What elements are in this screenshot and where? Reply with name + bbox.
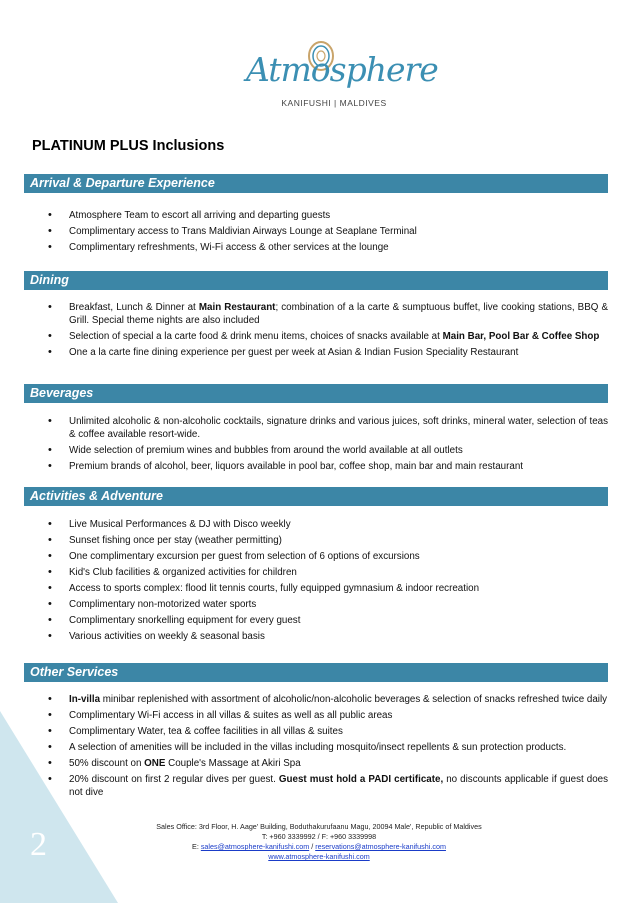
item-bold: Guest must hold a PADI certificate, xyxy=(278,774,444,785)
section-dining xyxy=(24,271,608,362)
atmosphere-logo xyxy=(246,38,438,108)
list-item xyxy=(24,330,608,343)
item-bold: Main Restaurant xyxy=(198,302,276,313)
page-number: 2 xyxy=(30,826,47,863)
item-bold: ONE xyxy=(144,758,166,769)
section-heading: Arrival & Departure Experience xyxy=(24,174,608,193)
list-item: • Complimentary refreshments, Wi-Fi access & other services at the lounge xyxy=(24,241,608,254)
email-prefix: E: xyxy=(192,842,201,851)
list-item xyxy=(24,757,608,770)
list-item: • Premium brands of alcohol, beer, liquors available in pool bar, coffee shop, main bar and main restaurant xyxy=(24,460,608,473)
list-item: • Wide selection of premium wines and bubbles from around the world available at all outlets xyxy=(24,444,608,457)
item-text: minibar replenished with assortment of alcoholic/non-alcoholic beverages & selection of snacks refreshed twice daily xyxy=(100,694,608,705)
list-item: • Complimentary non-motorized water sports xyxy=(24,598,608,611)
list-item: • Complimentary snorkelling equipment for every guest xyxy=(24,614,608,627)
list-item: • Complimentary access to Trans Maldivian Airways Lounge at Seaplane Terminal xyxy=(24,225,608,238)
list-item: • Atmosphere Team to escort all arriving and departing guests xyxy=(24,209,608,222)
list-item: • A selection of amenities will be included in the villas including mosquito/insect repellents & sun protection products. xyxy=(24,741,608,754)
item-text: no discounts applicable if guest does not dive xyxy=(69,774,608,798)
list-item: • Various activities on weekly & seasonal basis xyxy=(24,630,608,643)
list-item: • Live Musical Performances & DJ with Disco weekly xyxy=(24,518,608,531)
website-link[interactable]: www.atmosphere-kanifushi.com xyxy=(268,852,370,861)
item-text: Couple's Massage at Akiri Spa xyxy=(165,758,301,769)
list-item xyxy=(24,693,608,706)
footer-address: Sales Office: 3rd Floor, H. Aage' Building, Boduthakurufaanu Magu, 20094 Male', Republic of Maldives xyxy=(156,822,482,831)
item-text: Breakfast, Lunch & Dinner at xyxy=(69,302,199,313)
section-arrival xyxy=(24,174,608,257)
list-item: • Unlimited alcoholic & non-alcoholic cocktails, signature drinks and various juices, soft drinks, mineral water, selection of teas & coffee available resort-wide. xyxy=(24,415,608,441)
section-heading: Beverages xyxy=(24,384,608,403)
section-heading: Other Services xyxy=(24,663,608,682)
section-heading: Activities & Adventure xyxy=(24,487,608,506)
section-activities xyxy=(24,487,608,646)
footer-phone: T: +960 3339992 / F: +960 3339998 xyxy=(261,832,377,841)
item-text: ; combination of a la carte & sumptuous buffet, live cooking stations, BBQ & Grill. Special theme nights are also included xyxy=(69,302,608,326)
list-item: • One complimentary excursion per guest from selection of 6 options of excursions xyxy=(24,550,608,563)
list-item: • Sunset fishing once per stay (weather permitting) xyxy=(24,534,608,547)
list-item xyxy=(24,773,608,799)
section-other-services xyxy=(24,663,608,802)
logo-wordmark: Atmosphere xyxy=(246,50,438,89)
footer xyxy=(100,822,538,862)
list-item: • Access to sports complex: flood lit tennis courts, fully equipped gymnasium & indoor recreation xyxy=(24,582,608,595)
item-bold: In-villa xyxy=(69,694,101,705)
reservations-email-link[interactable]: reservations@atmosphere-kanifushi.com xyxy=(315,842,446,851)
list-item: • Complimentary Wi-Fi access in all villas & suites as well as all public areas xyxy=(24,709,608,722)
list-item: • Kid's Club facilities & organized activities for children xyxy=(24,566,608,579)
item-text: 50% discount on xyxy=(69,758,145,769)
item-text: Selection of special a la carte food & drink menu items, choices of snacks available at xyxy=(69,331,443,342)
list-item xyxy=(24,301,608,327)
email-separator: / xyxy=(309,842,316,851)
item-bold: Main Bar, Pool Bar & Coffee Shop xyxy=(442,331,600,342)
page-title: PLATINUM PLUS Inclusions xyxy=(32,138,225,154)
section-beverages xyxy=(24,384,608,476)
list-item: • Complimentary Water, tea & coffee facilities in all villas & suites xyxy=(24,725,608,738)
logo-tagline: KANIFUSHI | MALDIVES xyxy=(281,98,387,108)
section-heading: Dining xyxy=(24,271,608,290)
footer-emails xyxy=(100,842,538,852)
item-text: 20% discount on first 2 regular dives per guest. xyxy=(69,774,279,785)
sales-email-link[interactable]: sales@atmosphere-kanifushi.com xyxy=(200,842,310,851)
list-item: • One a la carte fine dining experience per guest per week at Asian & Indian Fusion Speciality Restaurant xyxy=(24,346,608,359)
